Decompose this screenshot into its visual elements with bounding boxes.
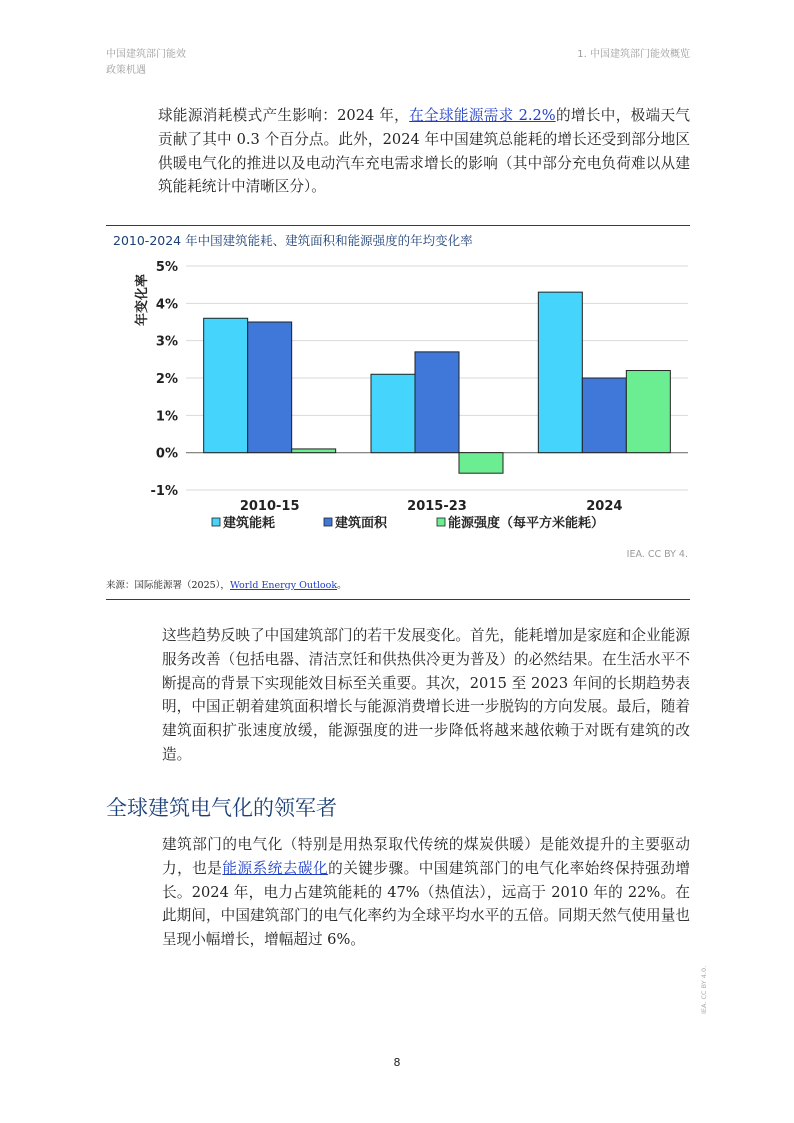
global-energy-demand-link[interactable]: 在全球能源需求 2.2% [409, 107, 556, 124]
bar-2015-23-建筑能耗 [371, 374, 415, 452]
y-tick-label: 4% [155, 297, 178, 313]
bar-2010-15-建筑面积 [248, 322, 292, 453]
energy-system-decarbonisation-link[interactable]: 能源系统去碳化 [222, 859, 329, 877]
legend-label: 建筑能耗 [223, 516, 276, 531]
running-header-left [106, 47, 186, 79]
chart-bars [204, 292, 671, 473]
legend-swatch [437, 518, 445, 526]
paragraph-text: 球能源消耗模式产生影响：2024 年， [158, 107, 410, 124]
chart-legend [212, 515, 604, 531]
paragraph-text: 的关键步骤。中国建筑部门的电气化率始终保持强劲增长。2024 年，电力占建筑能耗的 47%（热值法），远高于 2010 年的 22%。在此期间，中国建筑部门的电气化率约为全球平均水平的五倍。同期天然气使用量也呈现小幅增长，增幅超过 6%。 [162, 859, 690, 949]
bar-2010-15-建筑能耗 [204, 318, 248, 452]
y-tick-label: -1% [150, 484, 178, 499]
legend-swatch [212, 518, 220, 526]
y-tick-label: 5% [155, 260, 178, 275]
body-paragraph-2: 这些趋势反映了中国建筑部门的若干发展变化。首先，能耗增加是家庭和企业能源服务改善（包括电器、清洁烹饪和供热供冷更为普及）的必然结果。在生活水平不断提高的背景下实现能效目标至关重要。其次，2015 至 2023 年间的长期趋势表明，中国正朝着建筑面积增长与能源消费增长进一步脱钩的方向发展。最后，随着建筑面积扩张速度放缓，能源强度的进一步降低将越来越依赖于对既有建筑的改造。 [162, 627, 690, 763]
figure-bottom-rule [106, 599, 690, 600]
side-license-watermark: IEA. CC BY 4.0. [700, 965, 708, 1014]
figure-title: 2010-2024 年中国建筑能耗、建筑面积和能源强度的年均变化率 [113, 233, 473, 248]
legend-swatch [324, 518, 332, 526]
header-report-title: 中国建筑部门能效 [106, 49, 186, 60]
body-paragraph-1 [158, 104, 690, 199]
legend-label: 能源强度（每平方米能耗） [448, 516, 605, 531]
bar-2024-建筑面积 [582, 378, 626, 453]
page-number: 8 [393, 1056, 401, 1069]
chart-y-axis-label: 年变化率 [135, 273, 150, 327]
bar-2015-23-能源强度（每平方米能耗） [459, 453, 503, 474]
running-header-right: 1. 中国建筑部门能效概览 [577, 49, 690, 60]
bar-2015-23-建筑面积 [415, 352, 459, 453]
section-heading: 全球建筑电气化的领军者 [106, 796, 337, 820]
x-tick-label: 2010-15 [239, 499, 300, 514]
source-suffix: 。 [337, 580, 347, 591]
chart-x-ticks [240, 499, 623, 514]
paragraph-text: 的增长中，极端天气贡献了其中 0.3 个百分点。此外，2024 年中国建筑总能耗的增长还受到部分地区供暖电气化的推进以及电动汽车充电需求增长的影响（其中部分充电负荷难以从建筑能耗统计中清晰区分）。 [158, 107, 691, 196]
figure-top-rule [106, 225, 690, 226]
figure-source [106, 577, 347, 591]
legend-label: 建筑面积 [335, 516, 388, 531]
figure-credit: IEA. CC BY 4. [626, 549, 688, 560]
source-prefix: 来源：国际能源署（2025）， [106, 580, 230, 591]
bar-chart [106, 252, 690, 544]
chart-y-ticks [151, 260, 178, 499]
y-tick-label: 0% [155, 446, 178, 462]
body-paragraph-3 [162, 833, 690, 952]
bar-2024-建筑能耗 [538, 292, 582, 453]
x-tick-label: 2015-23 [407, 499, 467, 514]
y-tick-label: 3% [155, 334, 178, 350]
world-energy-outlook-link[interactable]: World Energy Outlook [229, 580, 338, 591]
bar-2010-15-能源强度（每平方米能耗） [292, 449, 336, 453]
y-tick-label: 1% [155, 409, 178, 425]
y-tick-label: 2% [155, 372, 178, 387]
paragraph-text: 建筑部门的电气化（特别是用热泵取代传统的煤炭供暖）是能效提升的主要驱动力，也是 [162, 836, 690, 877]
header-report-subtitle: 政策机遇 [106, 65, 146, 76]
x-tick-label: 2024 [586, 499, 623, 514]
bar-2024-能源强度（每平方米能耗） [626, 371, 670, 453]
